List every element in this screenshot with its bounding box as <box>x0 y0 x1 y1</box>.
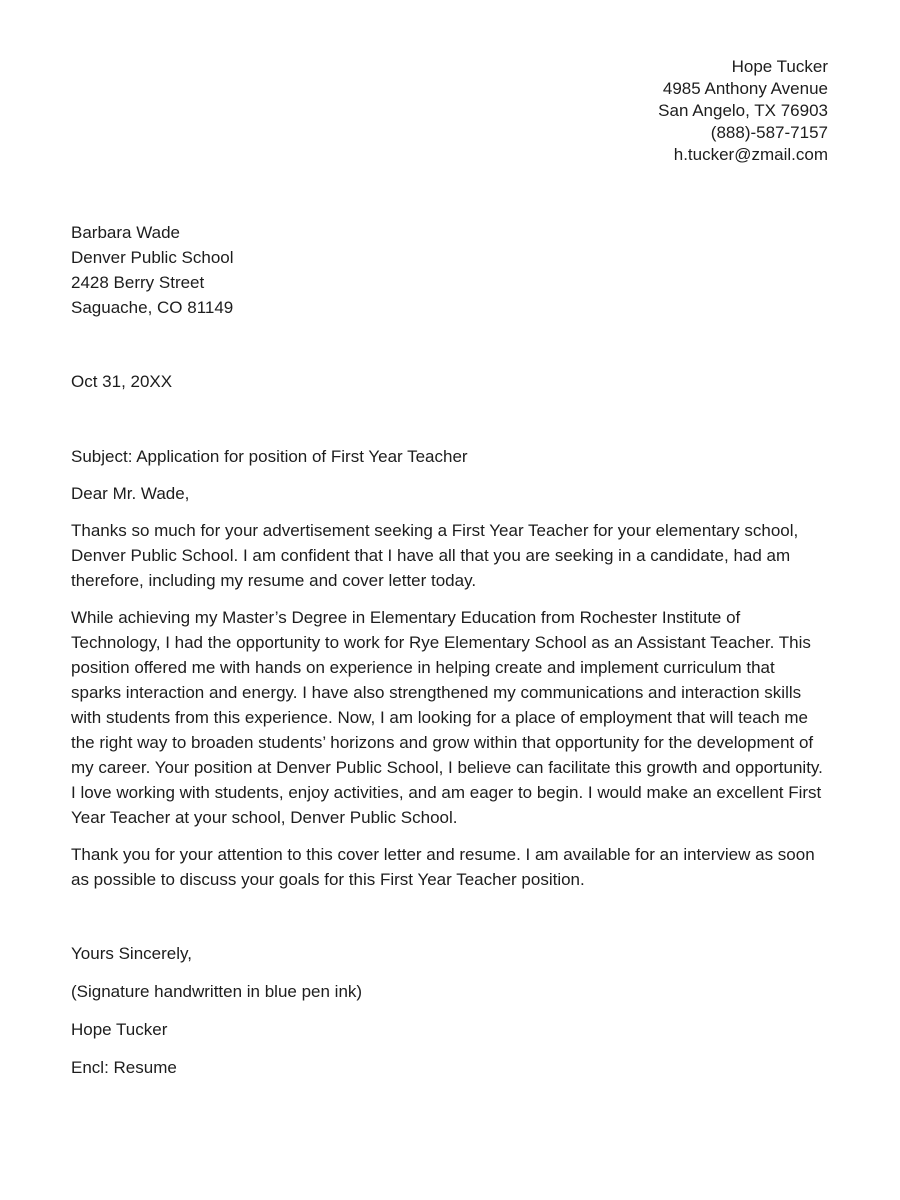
sender-address-line1: 4985 Anthony Avenue <box>662 79 828 98</box>
date-line: Oct 31, 20XX <box>71 372 173 391</box>
salutation: Dear Mr. Wade, <box>71 484 190 503</box>
body-paragraph-3: Thank you for your attention to this cover letter and resume. I am available for an interview as soon as possible to discuss your goals for this First Year Teacher position. <box>71 845 815 889</box>
body-paragraph-2: While achieving my Master’s Degree in Elementary Education from Rochester Institute of Technology, I had the opportunity to work for Rye Elementary School as an Assistant Teacher. This position offered me with hands on experience in helping create and implement curriculum that sparks interaction and energy. I have also strengthened my communications and interaction skills with students from this experience. Now, I am looking for a place of employment that will teach me the right way to broaden students’ horizons and grow within that opportunity for the development of my career. Your position at Denver Public School, I believe can facilitate this growth and opportunity. I love working with students, enjoy activities, and am eager to begin. I would make an excellent First Year Teacher at your school, Denver Public School. <box>71 608 823 827</box>
recipient-address-line2: Saguache, CO 81149 <box>71 298 234 317</box>
sender-name: Hope Tucker <box>731 57 828 76</box>
recipient-address-line1: 2428 Berry Street <box>71 273 205 292</box>
sender-phone: (888)-587-7157 <box>710 123 828 142</box>
closing-block <box>71 941 828 1080</box>
sender-block <box>71 56 828 166</box>
valediction: Yours Sincerely, <box>71 944 192 963</box>
enclosure-line: Encl: Resume <box>71 1058 177 1077</box>
body-paragraph-1: Thanks so much for your advertisement seeking a First Year Teacher for your elementary school, Denver Public School. I am confident that I have all that you are seeking in a candidate, had am therefore, including my resume and cover letter today. <box>71 521 799 590</box>
recipient-block <box>71 220 828 320</box>
subject-line: Subject: Application for position of First Year Teacher <box>71 447 468 466</box>
sender-address-line2: San Angelo, TX 76903 <box>658 101 828 120</box>
signature-note: (Signature handwritten in blue pen ink) <box>71 982 363 1001</box>
recipient-organization: Denver Public School <box>71 248 234 267</box>
recipient-name: Barbara Wade <box>71 223 180 242</box>
sender-email: h.tucker@zmail.com <box>673 145 828 164</box>
signed-name: Hope Tucker <box>71 1020 168 1039</box>
